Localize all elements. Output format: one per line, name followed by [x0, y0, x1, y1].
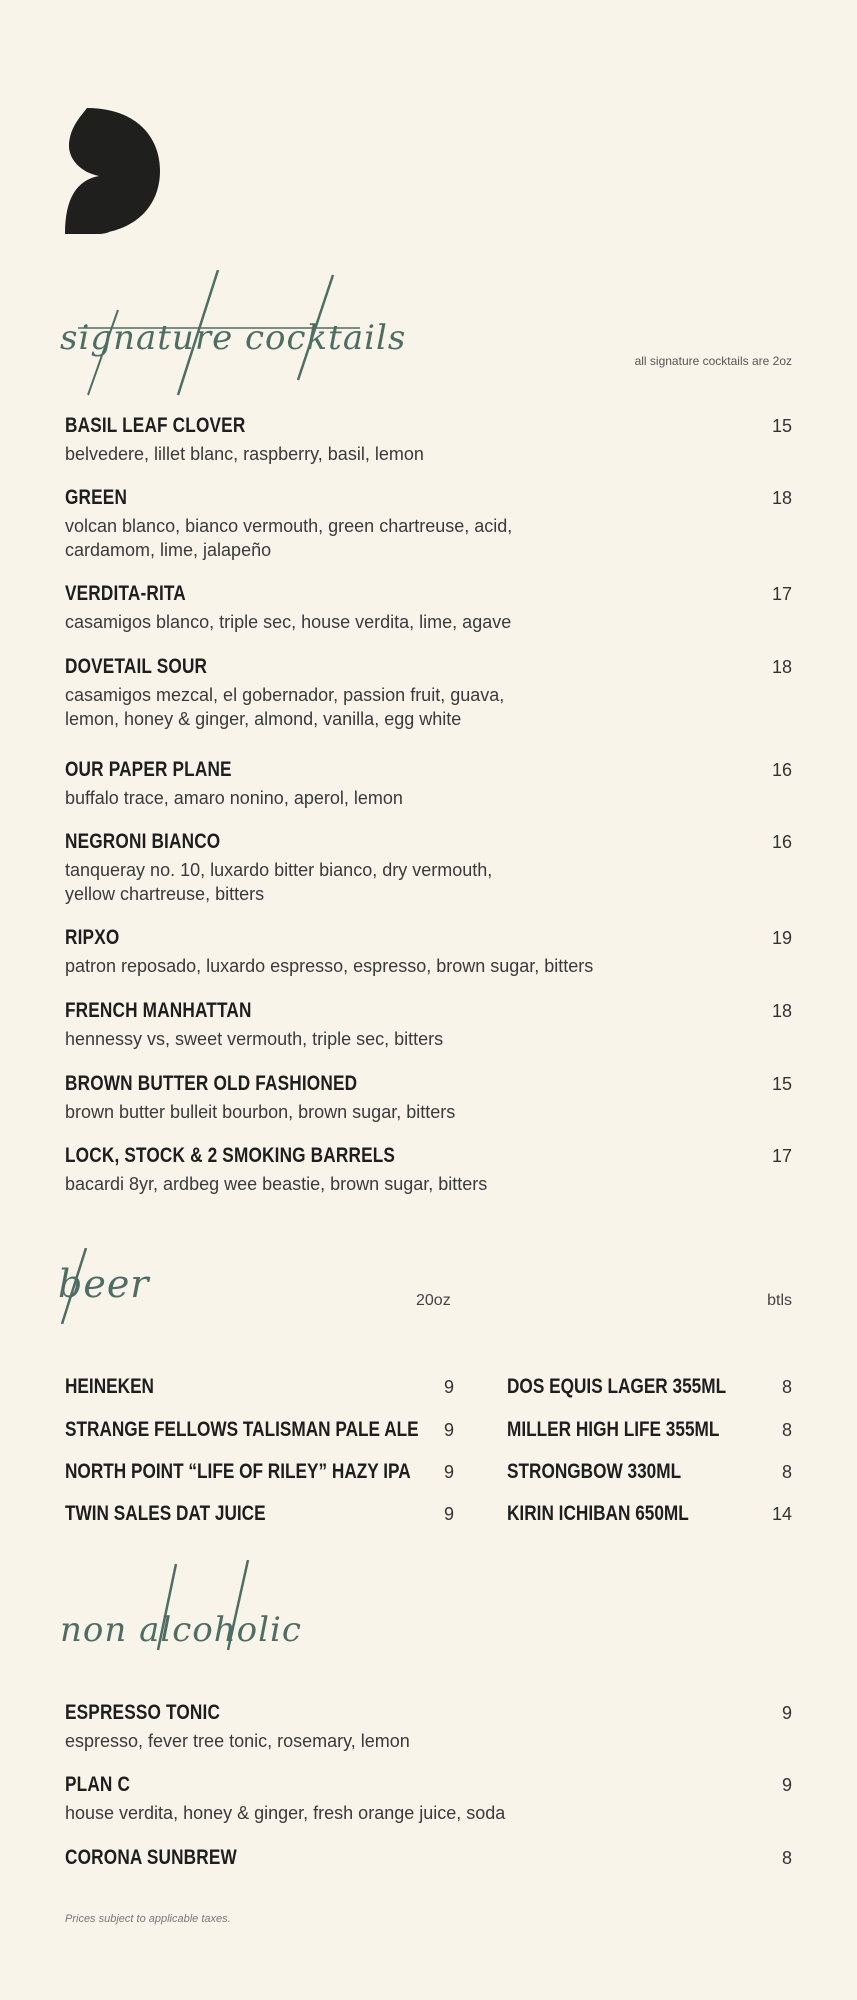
- menu-item-price: 16: [771, 832, 792, 852]
- menu-item: [65, 926, 792, 978]
- menu-item-price: 18: [771, 1001, 792, 1021]
- beer-item-name: NORTH POINT “LIFE OF RILEY” HAZY IPA: [65, 1460, 411, 1483]
- beer-item: [507, 1418, 792, 1442]
- beer-item-name: STRONGBOW 330ML: [507, 1460, 682, 1483]
- menu-item-name: RIPXO: [65, 926, 120, 949]
- beer-item-price: 8: [781, 1462, 792, 1482]
- footnote: Prices subject to applicable taxes.: [65, 1913, 231, 1925]
- menu-item-description: bacardi 8yr, ardbeg wee beastie, brown sugar, bitters: [65, 1174, 488, 1194]
- beer-heading: beer: [58, 1262, 150, 1306]
- menu-item-name: VERDITA-RITA: [65, 582, 186, 605]
- menu-item: [65, 1072, 792, 1124]
- menu-item-price: 9: [781, 1703, 792, 1723]
- menu-item: [65, 1701, 792, 1753]
- d-monogram-logo-icon: [65, 108, 160, 234]
- beer-item-name: HEINEKEN: [65, 1375, 154, 1398]
- menu-item-price: 9: [781, 1775, 792, 1795]
- menu-item-name: GREEN: [65, 486, 128, 509]
- beer-draft-size-label: 20oz: [416, 1292, 451, 1309]
- menu-item-name: NEGRONI BIANCO: [65, 830, 221, 853]
- logo: [65, 108, 160, 234]
- beer-item-name: MILLER HIGH LIFE 355ML: [507, 1418, 720, 1441]
- beer-item: [65, 1460, 454, 1484]
- menu-item-description: hennessy vs, sweet vermouth, triple sec, bitters: [65, 1029, 444, 1049]
- menu-item-name: CORONA SUNBREW: [65, 1846, 237, 1869]
- beer-item-name: TWIN SALES DAT JUICE: [65, 1502, 266, 1525]
- menu-item-description: house verdita, honey & ginger, fresh orange juice, soda: [65, 1803, 506, 1823]
- beer-item: [65, 1375, 454, 1399]
- menu-item-name: FRENCH MANHATTAN: [65, 999, 252, 1022]
- beer-item: [65, 1502, 454, 1526]
- menu-item-description: tanqueray no. 10, luxardo bitter bianco, dry vermouth, yellow chartreuse, bitters: [65, 860, 493, 904]
- menu-item: [65, 486, 792, 562]
- menu-item-description: brown butter bulleit bourbon, brown sugar, bitters: [65, 1102, 456, 1122]
- menu-item-name: BROWN BUTTER OLD FASHIONED: [65, 1072, 358, 1095]
- menu-item: [65, 582, 792, 634]
- beer-item-price: 9: [443, 1462, 454, 1482]
- menu-item: [65, 830, 792, 906]
- beer-bottles-label: btls: [767, 1292, 792, 1309]
- menu-item-price: 16: [771, 760, 792, 780]
- beer-item-price: 9: [443, 1377, 454, 1397]
- menu-item-price: 17: [771, 584, 792, 604]
- menu-item: [65, 1846, 792, 1870]
- signature-note: all signature cocktails are 2oz: [634, 354, 792, 368]
- menu-item: [65, 1773, 792, 1825]
- menu-item-description: patron reposado, luxardo espresso, espresso, brown sugar, bitters: [65, 956, 594, 976]
- menu-item-price: 8: [781, 1848, 792, 1868]
- menu-item-name: ESPRESSO TONIC: [65, 1701, 221, 1724]
- menu-item-name: LOCK, STOCK & 2 SMOKING BARRELS: [65, 1144, 396, 1167]
- menu-item-price: 18: [771, 657, 792, 677]
- menu-item-price: 17: [771, 1146, 792, 1166]
- menu-item-name: OUR PAPER PLANE: [65, 758, 232, 781]
- menu-item-name: BASIL LEAF CLOVER: [65, 414, 246, 437]
- menu-item-name: DOVETAIL SOUR: [65, 655, 208, 678]
- menu-item: [65, 758, 792, 810]
- menu-item-description: volcan blanco, bianco vermouth, green chartreuse, acid, cardamom, lime, jalapeño: [65, 516, 513, 560]
- menu-item-description: belvedere, lillet blanc, raspberry, basil, lemon: [65, 444, 424, 464]
- menu-item-price: 19: [771, 928, 792, 948]
- non-alcoholic-heading: non alcoholic: [60, 1610, 302, 1650]
- beer-item-price: 9: [443, 1420, 454, 1440]
- beer-item: [65, 1418, 454, 1442]
- beer-item-price: 8: [781, 1377, 792, 1397]
- menu-item: [65, 999, 792, 1051]
- beer-item-price: 8: [781, 1420, 792, 1440]
- menu-item-price: 18: [771, 488, 792, 508]
- menu-item-name: PLAN C: [65, 1773, 131, 1796]
- beer-item-name: KIRIN ICHIBAN 650ML: [507, 1502, 689, 1525]
- menu-item-price: 15: [771, 416, 792, 436]
- beer-item-price: 14: [771, 1504, 792, 1524]
- menu-item: [65, 414, 792, 466]
- menu-item-price: 15: [771, 1074, 792, 1094]
- menu-item-description: espresso, fever tree tonic, rosemary, lemon: [65, 1731, 410, 1751]
- menu-item-description: buffalo trace, amaro nonino, aperol, lemon: [65, 788, 403, 808]
- beer-item: [507, 1502, 792, 1526]
- beer-item: [507, 1460, 792, 1484]
- menu-item: [65, 1144, 792, 1196]
- beer-item-name: STRANGE FELLOWS TALISMAN PALE ALE: [65, 1418, 419, 1441]
- menu-item: [65, 655, 792, 731]
- signature-cocktails-heading: signature cocktails: [60, 318, 407, 358]
- beer-item: [507, 1375, 792, 1399]
- menu-item-description: casamigos mezcal, el gobernador, passion fruit, guava, lemon, honey & ginger, almond, vanilla, egg white: [65, 685, 505, 729]
- beer-item-name: DOS EQUIS LAGER 355ML: [507, 1375, 727, 1398]
- menu-item-description: casamigos blanco, triple sec, house verdita, lime, agave: [65, 612, 512, 632]
- beer-item-price: 9: [443, 1504, 454, 1524]
